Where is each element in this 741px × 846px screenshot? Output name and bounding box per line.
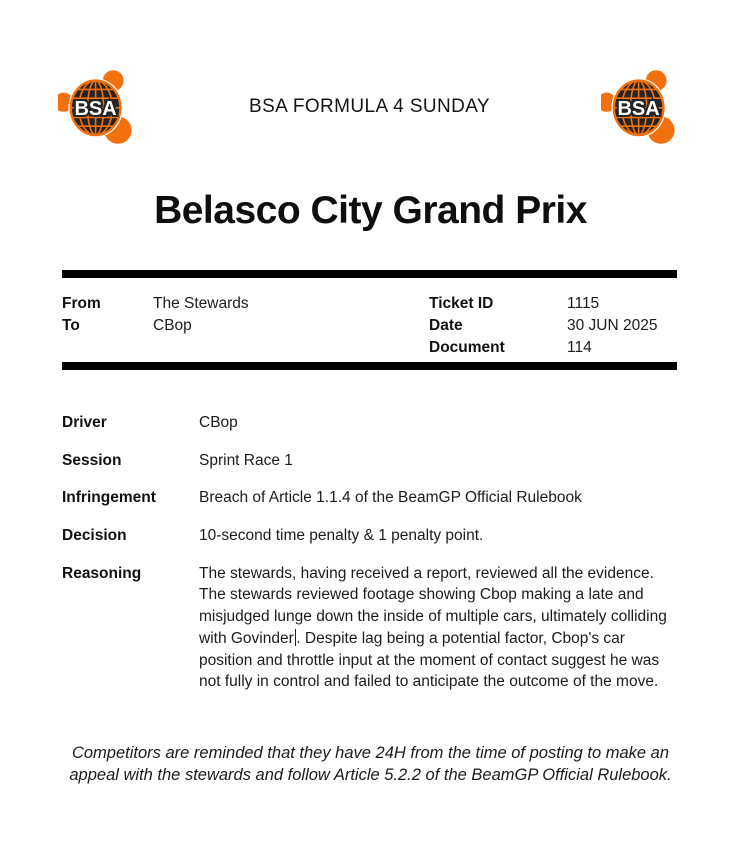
globe-icon — [58, 70, 132, 144]
detail-row-session — [62, 450, 677, 472]
ticket-id-value: 1115 — [567, 295, 600, 312]
meta-column-left — [62, 293, 429, 359]
meta-row-document — [429, 337, 677, 359]
meta-row-ticket-id — [429, 293, 677, 315]
decision-value: 10-second time penalty & 1 penalty point. — [199, 527, 484, 545]
document-number-label: Document — [429, 339, 505, 356]
bsa-logo-left — [58, 67, 138, 147]
series-header-title: BSA FORMULA 4 SUNDAY — [249, 96, 490, 117]
meta-row-from — [62, 293, 429, 315]
infringement-label: Infringement — [62, 489, 156, 507]
date-label: Date — [429, 317, 463, 334]
detail-row-driver — [62, 412, 677, 434]
meta-row-date — [429, 315, 677, 337]
detail-row-reasoning — [62, 563, 677, 693]
document-number-value: 114 — [567, 339, 592, 356]
event-title: Belasco City Grand Prix — [154, 189, 587, 232]
divider-bar-bottom — [62, 362, 677, 370]
divider-bar-top — [62, 270, 677, 278]
driver-value: CBop — [199, 414, 238, 431]
globe-icon — [601, 70, 675, 144]
reasoning-text-after-caret: . Despite lag being a potential factor, Cbop's car position and throttle input at the moment of contact suggest he was not fully in control and failed to anticipate the outcome of the move. — [199, 629, 660, 691]
logo-text: BSA — [74, 98, 117, 120]
decision-details — [0, 370, 741, 693]
session-label: Session — [62, 451, 122, 469]
detail-row-decision — [62, 525, 677, 547]
date-value: 30 JUN 2025 — [567, 317, 658, 334]
bsa-logo-right — [601, 67, 681, 147]
to-value: CBop — [153, 317, 192, 334]
decision-label: Decision — [62, 527, 127, 545]
reasoning-text[interactable] — [199, 563, 677, 693]
correspondence-meta — [0, 278, 741, 362]
from-label: From — [62, 295, 101, 312]
infringement-value: Breach of Article 1.1.4 of the BeamGP Official Rulebook — [199, 489, 582, 507]
document-header — [0, 0, 741, 147]
reasoning-label: Reasoning — [62, 564, 142, 582]
to-label: To — [62, 317, 80, 334]
ticket-id-label: Ticket ID — [429, 295, 494, 312]
from-value: The Stewards — [153, 295, 249, 312]
session-value: Sprint Race 1 — [199, 451, 293, 469]
appeal-note: Competitors are reminded that they have 24H from the time of posting to make an appeal with the stewards and follow Article 5.2.2 of the BeamGP Official Rulebook. — [69, 743, 672, 785]
driver-label: Driver — [62, 414, 107, 431]
meta-row-to — [62, 315, 429, 337]
meta-column-right — [429, 293, 677, 359]
logo-text: BSA — [617, 98, 660, 120]
reasoning-text-before-caret: The stewards, having received a report, reviewed all the evidence. The stewards reviewed footage showing Cbop making a late and misjudged lunge down the inside of multiple cars, ultimately colliding with Govinder — [199, 564, 667, 647]
detail-row-infringement — [62, 487, 677, 509]
